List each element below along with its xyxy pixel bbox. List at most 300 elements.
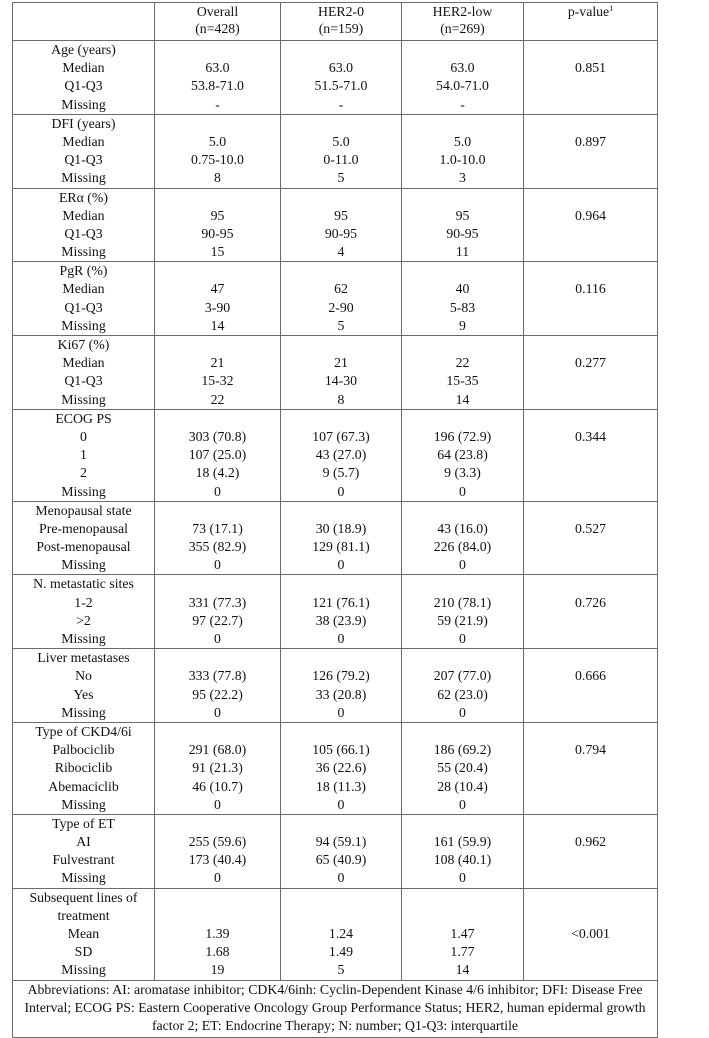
p-value-cell [524, 888, 658, 980]
overall-value: 173 (40.4) [188, 852, 247, 868]
her2-0-value: 0 [337, 483, 345, 499]
overall-value: 291 (68.0) [188, 742, 247, 758]
p-value-cell [524, 41, 658, 115]
table-row [13, 501, 658, 575]
her2-low-cell [402, 649, 524, 723]
row-label-cell [13, 262, 155, 336]
row-label: Q1-Q3 [64, 299, 103, 315]
her2-0-value: 121 (76.1) [312, 594, 370, 610]
her2-low-cell [402, 722, 524, 814]
her2-low-value: 15-35 [446, 373, 479, 389]
table-row [13, 114, 658, 188]
spacer-line [281, 575, 401, 593]
spacer-line [524, 723, 657, 741]
p-value-cell [524, 114, 658, 188]
header-row [13, 3, 658, 41]
row-label: Post-menopausal [36, 539, 131, 555]
spacer-line [402, 889, 523, 907]
row-label-cell [13, 188, 155, 262]
p-value-cell [524, 262, 658, 336]
row-label: Median [62, 60, 105, 76]
her2-low-value: 9 [459, 317, 466, 333]
header-her2-0-n: (n=159) [318, 21, 364, 36]
her2-0-value: - [338, 96, 344, 112]
overall-value: 47 [210, 281, 225, 297]
overall-value: 107 (25.0) [188, 447, 247, 463]
her2-0-value: 36 (22.6) [315, 760, 367, 776]
her2-low-value: 226 (84.0) [433, 539, 492, 555]
her2-low-value: 5.0 [453, 133, 472, 149]
overall-value: 0 [214, 557, 221, 573]
her2-low-value: 55 (20.4) [437, 760, 488, 776]
her2-low-value: 196 (72.9) [433, 428, 492, 444]
group-title: Age (years) [51, 42, 116, 57]
row-label: Yes [73, 686, 94, 702]
her2-0-value: 30 (18.9) [315, 520, 367, 536]
overall-value: 18 (4.2) [195, 465, 240, 481]
spacer-line [281, 410, 401, 428]
spacer-line [402, 336, 523, 354]
row-label: Pre-menopausal [39, 520, 128, 536]
spacer-line [155, 907, 280, 925]
her2-0-value: 5 [337, 317, 345, 333]
her2-0-value: 9 (5.7) [322, 465, 360, 481]
her2-0-value: 95 [334, 207, 348, 223]
her2-0-cell [281, 409, 402, 501]
p-value-cell [524, 649, 658, 723]
her2-low-value: 14 [455, 962, 470, 978]
her2-low-value: 0 [459, 796, 466, 812]
her2-low-value: 28 (10.4) [437, 778, 488, 794]
row-label: >2 [76, 612, 91, 628]
overall-cell [155, 888, 281, 980]
overall-cell [155, 501, 281, 575]
overall-value: 333 (77.8) [188, 668, 247, 684]
p-value: 0.851 [574, 60, 607, 76]
overall-value: 8 [214, 170, 221, 186]
her2-0-value: 65 (40.9) [315, 852, 367, 868]
overall-value: 0.75-10.0 [191, 152, 244, 168]
her2-0-value: 4 [337, 244, 345, 260]
spacer-line [155, 502, 280, 520]
spacer-line [281, 336, 401, 354]
her2-low-value: 90-95 [446, 225, 479, 241]
p-value: 0.527 [574, 520, 607, 536]
her2-low-value: 0 [459, 704, 466, 720]
spacer-line [524, 336, 657, 354]
her2-low-value: 161 (59.9) [433, 834, 492, 850]
row-label: Missing [61, 244, 106, 260]
p-value: <0.001 [571, 926, 610, 941]
p-value: 0.794 [574, 742, 607, 758]
row-label: Missing [61, 483, 106, 499]
row-label: Missing [61, 796, 106, 812]
spacer-line [402, 189, 523, 207]
row-label: Median [62, 133, 105, 149]
group-title: N. metastatic sites [33, 576, 134, 592]
header-her2-0-name: HER2-0 [318, 4, 364, 19]
overall-value: 15-32 [201, 373, 234, 389]
her2-low-value: 5-83 [449, 299, 476, 315]
overall-value: 5.0 [208, 133, 227, 149]
row-label: 1-2 [74, 594, 93, 610]
p-value: 0.277 [574, 355, 607, 371]
her2-0-cell [281, 649, 402, 723]
overall-value: 46 (10.7) [192, 778, 243, 794]
spacer-line [402, 815, 523, 833]
spacer-line [281, 502, 401, 520]
spacer-line [402, 115, 523, 133]
overall-value: 63.0 [205, 60, 230, 76]
her2-low-value: 43 (16.0) [437, 520, 488, 536]
overall-value: 73 (17.1) [192, 520, 243, 536]
her2-low-cell [402, 409, 524, 501]
characteristics-table [12, 2, 658, 1038]
group-title: PgR (%) [59, 263, 108, 279]
group-title: ECOG PS [55, 410, 112, 426]
spacer-line [524, 41, 657, 59]
her2-low-value: 54.0-71.0 [436, 78, 489, 94]
her2-0-cell [281, 336, 402, 410]
header-her2-0 [281, 3, 402, 41]
table-row [13, 649, 658, 723]
row-label: Median [62, 207, 105, 223]
row-label: Missing [61, 170, 106, 186]
group-title: DFI (years) [51, 115, 116, 131]
row-label: Q1-Q3 [64, 152, 103, 168]
her2-low-value: 22 [455, 355, 470, 371]
row-label: Missing [61, 391, 106, 407]
her2-0-value: 5 [337, 962, 345, 978]
her2-low-cell [402, 41, 524, 115]
spacer-line [402, 723, 523, 741]
her2-0-value: 5.0 [332, 133, 350, 149]
spacer-line [402, 410, 523, 428]
spacer-line [281, 115, 401, 133]
her2-low-value: 3 [459, 170, 466, 186]
overall-value: 0 [214, 796, 221, 812]
overall-value: 97 (22.7) [192, 612, 243, 628]
row-label: Missing [61, 557, 106, 573]
row-label: Palbociclib [52, 742, 115, 758]
overall-value: 95 (22.2) [192, 686, 243, 702]
row-label-cell [13, 41, 155, 115]
table-row [13, 888, 658, 980]
her2-0-value: 107 (67.3) [312, 428, 370, 444]
her2-low-cell [402, 336, 524, 410]
spacer-line [524, 502, 657, 520]
overall-cell [155, 649, 281, 723]
her2-low-cell [402, 188, 524, 262]
row-label: AI [76, 834, 91, 850]
her2-low-value: 108 (40.1) [433, 852, 492, 868]
spacer-line [281, 907, 401, 925]
row-label: Fulvestrant [52, 852, 115, 868]
overall-value: 0 [214, 631, 221, 646]
table-row [13, 722, 658, 814]
p-value-cell [524, 814, 658, 888]
p-value: 0.666 [574, 668, 607, 684]
her2-0-cell [281, 41, 402, 115]
overall-value: 303 (70.8) [188, 428, 247, 444]
her2-low-cell [402, 114, 524, 188]
spacer-line [402, 262, 523, 280]
overall-cell [155, 814, 281, 888]
row-label: 1 [80, 447, 87, 463]
her2-0-value: 18 (11.3) [315, 778, 367, 794]
header-overall [155, 3, 281, 41]
header-overall-n: (n=428) [195, 21, 240, 36]
table-container [12, 2, 657, 1038]
row-label: Q1-Q3 [64, 373, 103, 389]
overall-value: 1.39 [205, 926, 230, 941]
overall-cell [155, 409, 281, 501]
her2-low-cell [402, 262, 524, 336]
group-title: Menopausal state [35, 502, 132, 518]
row-label: Q1-Q3 [64, 225, 103, 241]
row-label: SD [74, 944, 93, 960]
her2-low-value: 207 (77.0) [433, 668, 492, 684]
her2-0-value: 90-95 [324, 225, 358, 241]
her2-low-value: 1.47 [450, 926, 475, 941]
her2-low-cell [402, 575, 524, 649]
footnote-marker: 1 [609, 4, 614, 13]
p-value-cell [524, 722, 658, 814]
her2-0-cell [281, 262, 402, 336]
her2-0-value: 0 [337, 704, 345, 720]
overall-cell [155, 188, 281, 262]
her2-0-value: 0 [337, 870, 345, 886]
her2-0-value: 129 (81.1) [312, 539, 370, 555]
row-label-cell [13, 409, 155, 501]
overall-value: 0 [214, 704, 221, 720]
row-label: Missing [61, 631, 106, 646]
her2-0-cell [281, 888, 402, 980]
her2-low-value: 1.77 [450, 944, 475, 960]
her2-low-value: 186 (69.2) [433, 742, 492, 758]
spacer-line [402, 41, 523, 59]
header-her2-low-n: (n=269) [440, 21, 485, 36]
spacer-line [524, 649, 657, 667]
her2-0-value: 8 [337, 391, 345, 407]
overall-cell [155, 262, 281, 336]
table-row [13, 262, 658, 336]
overall-value: 53.8-71.0 [191, 78, 244, 94]
spacer-line [155, 115, 280, 133]
spacer-line [155, 336, 280, 354]
overall-value: 3-90 [204, 299, 231, 315]
header-her2-low-name: HER2-low [432, 4, 493, 19]
spacer-line [524, 115, 657, 133]
spacer-line [524, 907, 657, 925]
her2-0-value: 62 [334, 281, 348, 297]
her2-0-value: 21 [334, 355, 348, 371]
table-row [13, 575, 658, 649]
overall-value: 90-95 [201, 225, 234, 241]
her2-low-value: 210 (78.1) [433, 594, 492, 610]
her2-low-value: 59 (21.9) [437, 612, 488, 628]
footnote-text: Abbreviations: AI: aromatase inhibitor; CDK4/6inh: Cyclin-Dependent Kinase 4/6 inhibitor; DFI: Disease Free Interval; ECOG PS: Eastern Cooperative Oncology Group Performance Status; HER2, human epidermal growth factor 2; ET: Endocrine Therapy; N: number; Q1-Q3: interquartile [13, 980, 658, 1037]
overall-value: 255 (59.6) [188, 834, 247, 850]
row-label-cell [13, 336, 155, 410]
her2-low-value: 0 [459, 483, 466, 499]
her2-0-cell [281, 722, 402, 814]
overall-value: 21 [210, 355, 225, 371]
overall-cell [155, 722, 281, 814]
spacer-line [281, 189, 401, 207]
group-title-continued: treatment [57, 907, 110, 923]
spacer-line [281, 723, 401, 741]
group-title: ERα (%) [59, 189, 108, 205]
header-her2-low [402, 3, 524, 41]
her2-low-value: 0 [459, 870, 466, 886]
spacer-line [155, 41, 280, 59]
her2-low-value: 0 [459, 631, 466, 646]
p-value: 0.726 [574, 594, 607, 610]
row-label: Mean [67, 926, 100, 941]
row-label: Missing [61, 962, 106, 978]
group-title: Subsequent lines of [29, 889, 138, 905]
footnote-row [13, 980, 658, 1037]
overall-cell [155, 336, 281, 410]
her2-low-value: 11 [455, 244, 470, 260]
her2-0-value: 126 (79.2) [312, 668, 370, 684]
row-label-cell [13, 501, 155, 575]
spacer-line [524, 262, 657, 280]
spacer-line [524, 815, 657, 833]
group-title: Liver metastases [37, 650, 130, 666]
table-row [13, 188, 658, 262]
p-value-cell [524, 336, 658, 410]
row-label: Missing [61, 96, 106, 112]
her2-0-value: 0 [337, 796, 345, 812]
her2-0-value: 105 (66.1) [312, 742, 370, 758]
row-label-cell [13, 575, 155, 649]
her2-0-cell [281, 575, 402, 649]
overall-value: 95 [210, 207, 225, 223]
header-p-value-label: p-value$^1$ [567, 4, 614, 19]
p-value-cell [524, 409, 658, 501]
her2-0-value: 43 (27.0) [315, 447, 367, 463]
overall-value: 0 [214, 483, 221, 499]
overall-value: 91 (21.3) [192, 760, 243, 776]
overall-value: 355 (82.9) [188, 539, 247, 555]
spacer-line [155, 262, 280, 280]
p-value: 0.344 [574, 428, 607, 444]
her2-low-value: 64 (23.8) [437, 447, 488, 463]
table-row [13, 336, 658, 410]
group-title: Type of CKD4/6i [35, 723, 132, 739]
row-label: Missing [61, 704, 106, 720]
spacer-line [155, 815, 280, 833]
spacer-line [402, 575, 523, 593]
her2-low-cell [402, 814, 524, 888]
row-label: 2 [80, 465, 87, 481]
her2-0-value: 0 [337, 557, 345, 573]
spacer-line [402, 502, 523, 520]
overall-cell [155, 114, 281, 188]
her2-low-value: 95 [455, 207, 470, 223]
row-label: No [75, 668, 92, 684]
her2-low-cell [402, 888, 524, 980]
row-label-cell [13, 888, 155, 980]
p-value: 0.897 [574, 133, 607, 149]
her2-low-value: 1.0-10.0 [439, 152, 486, 168]
group-title: Ki67 (%) [57, 337, 110, 352]
spacer-line [524, 889, 657, 907]
spacer-line [402, 907, 523, 925]
her2-0-value: 33 (20.8) [315, 686, 367, 702]
spacer-line [281, 649, 401, 667]
p-value: 0.962 [574, 834, 607, 850]
spacer-line [281, 815, 401, 833]
row-label: 0 [80, 428, 87, 444]
header-empty-cell [13, 3, 155, 41]
overall-value: 331 (77.3) [188, 594, 247, 610]
p-value-cell [524, 501, 658, 575]
her2-0-value: 1.24 [328, 926, 354, 941]
overall-value: 22 [210, 391, 225, 407]
overall-value: 14 [210, 317, 225, 333]
p-value: 0.116 [575, 281, 606, 297]
row-label: Abemaciclib [48, 778, 119, 794]
row-label: Missing [61, 317, 106, 333]
table-row [13, 409, 658, 501]
her2-0-value: 1.49 [328, 944, 354, 960]
row-label: Median [62, 281, 105, 297]
overall-value: 1.68 [205, 944, 230, 960]
her2-low-value: 62 (23.0) [437, 686, 488, 702]
her2-low-value: 9 (3.3) [444, 465, 481, 481]
spacer-line [155, 410, 280, 428]
her2-0-cell [281, 114, 402, 188]
overall-value: 19 [210, 962, 225, 978]
her2-0-value: 5 [337, 170, 345, 186]
spacer-line [402, 649, 523, 667]
row-label-cell [13, 722, 155, 814]
spacer-line [281, 41, 401, 59]
her2-low-value: 40 [455, 281, 470, 297]
row-label: Q1-Q3 [64, 78, 103, 94]
overall-value: - [215, 96, 220, 112]
her2-low-value: 0 [459, 557, 466, 573]
her2-low-value: - [460, 96, 465, 112]
her2-0-value: 2-90 [328, 299, 354, 315]
her2-low-value: 14 [455, 391, 470, 407]
p-value-cell [524, 188, 658, 262]
group-title: Type of ET [52, 815, 115, 831]
spacer-line [281, 889, 401, 907]
spacer-line [155, 189, 280, 207]
her2-0-value: 0-11.0 [323, 152, 359, 168]
table-row [13, 41, 658, 115]
spacer-line [155, 575, 280, 593]
her2-low-cell [402, 501, 524, 575]
row-label-cell [13, 114, 155, 188]
header-overall-name: Overall [196, 4, 239, 19]
row-label-cell [13, 814, 155, 888]
spacer-line [524, 575, 657, 593]
her2-0-cell [281, 188, 402, 262]
p-value-cell [524, 575, 658, 649]
overall-value: 0 [214, 870, 221, 886]
her2-0-value: 0 [337, 631, 345, 646]
row-label: Missing [61, 870, 106, 886]
her2-low-value: 63.0 [450, 60, 475, 76]
overall-cell [155, 41, 281, 115]
row-label-cell [13, 649, 155, 723]
spacer-line [155, 723, 280, 741]
